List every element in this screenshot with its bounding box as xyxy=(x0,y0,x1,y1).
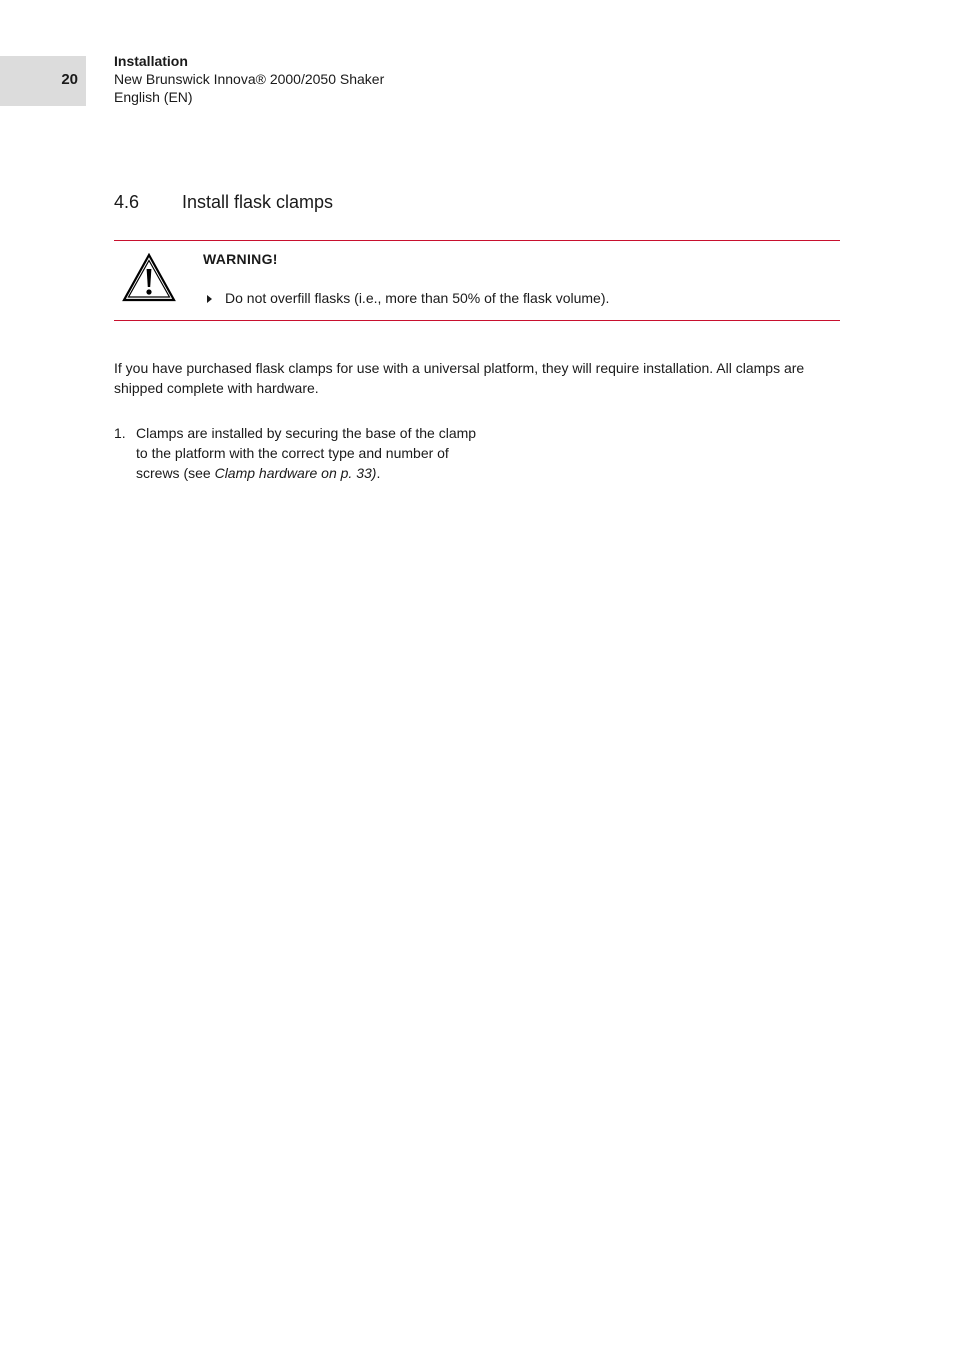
warning-item xyxy=(207,289,609,307)
step-text xyxy=(136,423,484,483)
chapter-title: Installation xyxy=(114,53,188,69)
section-number: 4.6 xyxy=(114,192,140,212)
cross-reference-link[interactable]: Clamp hardware on p. 33) xyxy=(214,465,377,481)
step-text-after: . xyxy=(376,465,381,481)
product-name: New Brunswick Innova® 2000/2050 Shaker xyxy=(114,71,385,87)
list-item xyxy=(114,423,484,483)
warning-item-text: Do not overfill flasks (i.e., more than 50% of the flask volume). xyxy=(225,290,610,306)
running-header xyxy=(114,52,384,106)
page-number: 20 xyxy=(61,71,78,88)
warning-triangle-icon xyxy=(122,253,176,303)
language-label: English (EN) xyxy=(114,89,193,105)
warning-box xyxy=(114,240,840,321)
step-number: 1. xyxy=(114,425,126,441)
warning-title: WARNING! xyxy=(203,251,278,267)
bullet-arrow-icon xyxy=(207,295,212,303)
section-title: Install flask clamps xyxy=(182,192,334,212)
intro-paragraph: If you have purchased flask clamps for use with a universal platform, they will require installation. All clamps are shipped complete with hardware. xyxy=(114,360,805,396)
step-text-before: Clamps are installed by securing the base of the clamp to the platform with the correct type and number of screws (see xyxy=(136,425,477,481)
section-heading xyxy=(114,190,333,214)
